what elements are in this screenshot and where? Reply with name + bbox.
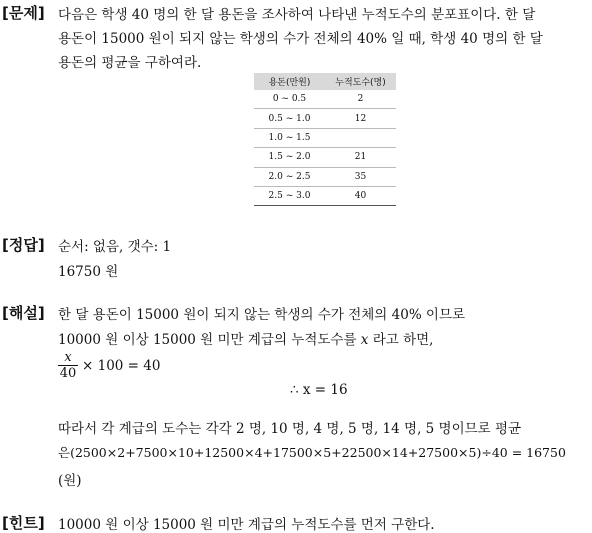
table-cell-count: 2 (325, 90, 396, 109)
table-header-allowance: 용돈(만원) (254, 73, 325, 90)
hint-text: 10000 원 이상 15000 원 미만 계급의 누적도수를 먼저 구한다. (58, 517, 435, 533)
table-cell-count (325, 128, 396, 147)
table-row (254, 128, 396, 147)
answer-value: 16750 원 (58, 264, 119, 280)
solution-para-2: 은(2500×2+7500×10+12500×4+17500×5+22500×14+27500×5)÷40 = 16750 (58, 445, 566, 460)
table-cell-count: 21 (325, 148, 396, 167)
table-cell-range: 2.0 ~ 2.5 (254, 167, 325, 186)
answer-label: [정답] (2, 236, 45, 254)
table-cell-range: 0.5 ~ 1.0 (254, 109, 325, 128)
answer-order-count: 순서: 없음, 갯수: 1 (58, 239, 172, 255)
table-header-cumulative: 누적도수(명) (325, 73, 396, 90)
table-row (254, 90, 396, 109)
table-row (254, 186, 396, 205)
table-row (254, 109, 396, 128)
table-cell-range: 1.0 ~ 1.5 (254, 128, 325, 147)
table-cell-count: 40 (325, 186, 396, 205)
solution-label: [해설] (2, 304, 45, 322)
solution-line-2: 10000 원 이상 15000 원 미만 계급의 누적도수를 x 라고 하면, (58, 332, 434, 348)
table-cell-range: 1.5 ~ 2.0 (254, 148, 325, 167)
table-cell-count: 12 (325, 109, 396, 128)
cumulative-frequency-table (254, 73, 396, 206)
hint-label: [힌트] (2, 514, 45, 532)
fraction-denominator: 40 (59, 366, 77, 381)
table-cell-range: 2.5 ~ 3.0 (254, 186, 325, 205)
equation-rest: × 100 = 40 (82, 358, 161, 374)
problem-line-1: 다음은 학생 40 명의 한 달 용돈을 조사하여 나타낸 누적도수의 분포표이다. 한 달 (58, 7, 536, 23)
problem-label: [문제] (2, 4, 45, 22)
solution-line-1: 한 달 용돈이 15000 원이 되지 않는 학생의 수가 전체의 40% 이므로 (58, 307, 466, 323)
problem-line-2: 용돈이 15000 원이 되지 않는 학생의 수가 전체의 40% 일 때, 학생 40 명의 한 달 (58, 31, 543, 47)
solution-para-1: 따라서 각 계급의 도수는 각각 2 명, 10 명, 4 명, 5 명, 14 명, 5 명이므로 평균 (58, 421, 522, 437)
problem-line-3: 용돈의 평균을 구하여라. (58, 55, 202, 71)
table-row (254, 167, 396, 186)
table-cell-range: 0 ~ 0.5 (254, 90, 325, 109)
solution-para-3: (원) (58, 473, 82, 489)
table-cell-count: 35 (325, 167, 396, 186)
fraction-x-over-40 (58, 350, 78, 381)
therefore-line: ∴ x = 16 (290, 382, 348, 398)
fraction-numerator: x (58, 350, 78, 366)
table-row (254, 148, 396, 167)
table-header-row (254, 73, 396, 90)
